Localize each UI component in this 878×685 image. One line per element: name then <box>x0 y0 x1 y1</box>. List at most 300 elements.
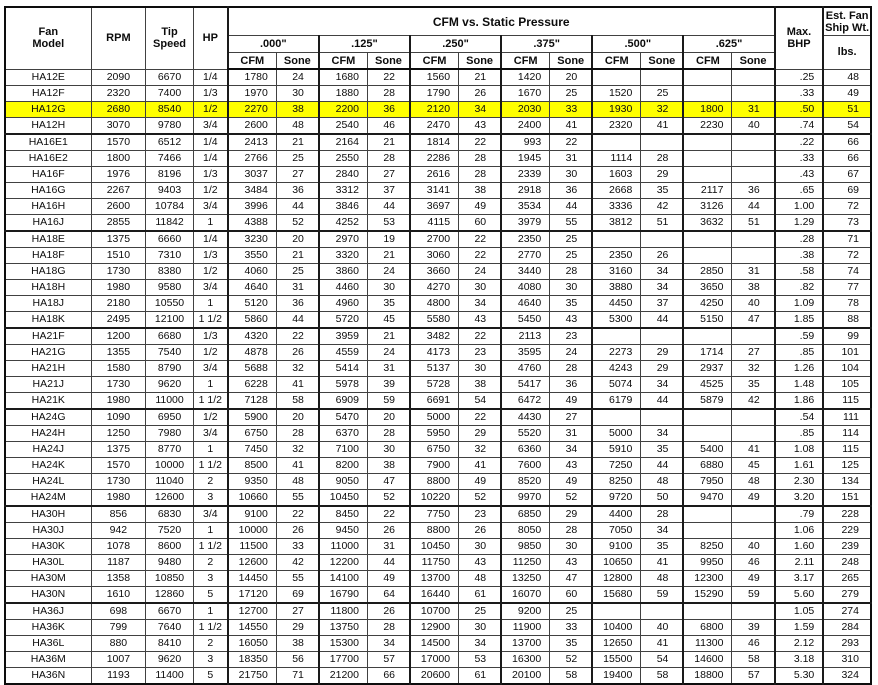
cell-max-bhp: 1.29 <box>775 215 824 232</box>
table-row <box>5 426 871 442</box>
cell-sone-250: 22 <box>459 248 502 264</box>
cell-hp: 1/2 <box>193 102 227 118</box>
cell-fan-model: HA21G <box>5 345 91 361</box>
cell-cfm-375: 5520 <box>501 426 550 442</box>
cell-cfm-625: 5879 <box>683 393 732 410</box>
cell-fan-model: HA21F <box>5 328 91 345</box>
cell-max-bhp: .79 <box>775 506 824 523</box>
cell-ship-wt: 114 <box>823 426 871 442</box>
cell-sone-625: 44 <box>732 199 775 215</box>
cell-cfm-250: 6750 <box>410 442 459 458</box>
cell-sone-000: 36 <box>276 183 319 199</box>
cell-cfm-125: 2970 <box>319 231 368 248</box>
cell-hp: 1/4 <box>193 151 227 167</box>
table-row <box>5 134 871 151</box>
cell-fan-model: HA16H <box>5 199 91 215</box>
cell-ship-wt: 71 <box>823 231 871 248</box>
cell-cfm-375: 13700 <box>501 636 550 652</box>
cell-sone-625 <box>732 231 775 248</box>
cell-sone-375: 30 <box>550 539 593 555</box>
cell-cfm-125: 8450 <box>319 506 368 523</box>
table-row <box>5 69 871 86</box>
cell-cfm-625: 11300 <box>683 636 732 652</box>
cell-ship-wt: 105 <box>823 377 871 393</box>
cell-cfm-625: 4525 <box>683 377 732 393</box>
cell-cfm-375: 11900 <box>501 620 550 636</box>
cell-sone-625: 40 <box>732 296 775 312</box>
cell-sone-500: 58 <box>641 668 684 685</box>
cell-sone-375: 28 <box>550 523 593 539</box>
cell-cfm-125: 13750 <box>319 620 368 636</box>
cell-sone-500: 35 <box>641 442 684 458</box>
cell-sone-500: 28 <box>641 151 684 167</box>
cell-cfm-125: 15300 <box>319 636 368 652</box>
cell-fan-model: HA24L <box>5 474 91 490</box>
cell-sone-500: 44 <box>641 458 684 474</box>
cell-rpm: 2267 <box>91 183 146 199</box>
cell-tip-speed: 6680 <box>146 328 194 345</box>
cell-sone-375: 27 <box>550 409 593 426</box>
cell-cfm-125: 9450 <box>319 523 368 539</box>
cell-ship-wt: 111 <box>823 409 871 426</box>
table-row <box>5 539 871 555</box>
cell-cfm-250: 4173 <box>410 345 459 361</box>
cell-cfm-250: 6691 <box>410 393 459 410</box>
cell-cfm-000: 16050 <box>228 636 277 652</box>
table-row <box>5 442 871 458</box>
cell-cfm-500: 12650 <box>592 636 641 652</box>
cell-fan-model: HA16F <box>5 167 91 183</box>
cell-max-bhp: 1.05 <box>775 603 824 620</box>
cell-cfm-250: 3060 <box>410 248 459 264</box>
cell-fan-model: HA24M <box>5 490 91 507</box>
table-row <box>5 652 871 668</box>
cell-max-bhp: .33 <box>775 86 824 102</box>
cell-tip-speed: 6512 <box>146 134 194 151</box>
cell-ship-wt: 78 <box>823 296 871 312</box>
cell-cfm-500: 19400 <box>592 668 641 685</box>
cell-fan-model: HA24G <box>5 409 91 426</box>
cell-fan-model: HA30N <box>5 587 91 604</box>
cell-sone-375: 58 <box>550 668 593 685</box>
cell-sone-125: 35 <box>367 296 410 312</box>
cell-max-bhp: .59 <box>775 328 824 345</box>
cell-cfm-250: 4115 <box>410 215 459 232</box>
cell-sone-625: 51 <box>732 215 775 232</box>
cell-fan-model: HA21K <box>5 393 91 410</box>
cell-sone-625: 46 <box>732 555 775 571</box>
header-lbs: lbs. <box>823 36 871 70</box>
header-cfm-250: CFM <box>410 53 459 70</box>
cell-cfm-500: 8250 <box>592 474 641 490</box>
cell-max-bhp: 1.48 <box>775 377 824 393</box>
cell-ship-wt: 48 <box>823 69 871 86</box>
cell-sone-250: 28 <box>459 151 502 167</box>
cell-rpm: 1200 <box>91 328 146 345</box>
cell-hp: 1/4 <box>193 231 227 248</box>
cell-sone-125: 49 <box>367 571 410 587</box>
cell-rpm: 698 <box>91 603 146 620</box>
cell-tip-speed: 8410 <box>146 636 194 652</box>
cell-sone-625 <box>732 523 775 539</box>
cell-sone-125: 27 <box>367 167 410 183</box>
cell-rpm: 1570 <box>91 458 146 474</box>
cell-max-bhp: 3.17 <box>775 571 824 587</box>
cell-sone-250: 38 <box>459 183 502 199</box>
cell-sone-125: 59 <box>367 393 410 410</box>
cell-cfm-625 <box>683 151 732 167</box>
cell-sone-625: 58 <box>732 652 775 668</box>
cell-tip-speed: 7980 <box>146 426 194 442</box>
cell-cfm-625: 6880 <box>683 458 732 474</box>
cell-sone-500 <box>641 603 684 620</box>
cell-ship-wt: 54 <box>823 118 871 135</box>
cell-sone-625 <box>732 86 775 102</box>
cell-tip-speed: 8790 <box>146 361 194 377</box>
cell-sone-125: 24 <box>367 345 410 361</box>
cell-fan-model: HA18H <box>5 280 91 296</box>
cell-tip-speed: 9620 <box>146 652 194 668</box>
cell-sone-625: 31 <box>732 102 775 118</box>
cell-sone-250: 30 <box>459 620 502 636</box>
cell-cfm-375: 8050 <box>501 523 550 539</box>
cell-hp: 2 <box>193 555 227 571</box>
table-row <box>5 523 871 539</box>
cell-ship-wt: 49 <box>823 86 871 102</box>
cell-cfm-125: 1680 <box>319 69 368 86</box>
cell-hp: 3/4 <box>193 361 227 377</box>
cell-cfm-125: 2550 <box>319 151 368 167</box>
cell-hp: 1 <box>193 523 227 539</box>
cell-sone-500: 32 <box>641 102 684 118</box>
cell-sone-500: 54 <box>641 652 684 668</box>
cell-tip-speed: 11000 <box>146 393 194 410</box>
cell-rpm: 1510 <box>91 248 146 264</box>
cell-fan-model: HA30H <box>5 506 91 523</box>
cell-ship-wt: 73 <box>823 215 871 232</box>
cell-hp: 3 <box>193 652 227 668</box>
cell-cfm-625 <box>683 167 732 183</box>
cell-cfm-250: 17000 <box>410 652 459 668</box>
cell-sone-625: 59 <box>732 587 775 604</box>
cell-cfm-625 <box>683 328 732 345</box>
cell-cfm-625: 1714 <box>683 345 732 361</box>
cell-cfm-375: 6472 <box>501 393 550 410</box>
cell-cfm-125: 11000 <box>319 539 368 555</box>
table-row <box>5 264 871 280</box>
cell-fan-model: HA36N <box>5 668 91 685</box>
cell-cfm-375: 16070 <box>501 587 550 604</box>
cell-rpm: 2320 <box>91 86 146 102</box>
cell-sone-125: 31 <box>367 539 410 555</box>
cell-cfm-625 <box>683 506 732 523</box>
cell-ship-wt: 324 <box>823 668 871 685</box>
cell-cfm-375: 3979 <box>501 215 550 232</box>
cell-cfm-250: 16440 <box>410 587 459 604</box>
cell-sone-125: 22 <box>367 506 410 523</box>
cell-sone-000: 44 <box>276 199 319 215</box>
cell-sone-250: 60 <box>459 215 502 232</box>
header-sone-375: Sone <box>550 53 593 70</box>
cell-max-bhp: .50 <box>775 102 824 118</box>
cell-fan-model: HA36J <box>5 603 91 620</box>
cell-sone-375: 24 <box>550 345 593 361</box>
cell-cfm-000: 3550 <box>228 248 277 264</box>
cell-sone-500: 29 <box>641 167 684 183</box>
cell-fan-model: HA16J <box>5 215 91 232</box>
cell-rpm: 1800 <box>91 151 146 167</box>
cell-cfm-375: 2400 <box>501 118 550 135</box>
cell-hp: 1 1/2 <box>193 458 227 474</box>
table-row <box>5 474 871 490</box>
cell-cfm-000: 10000 <box>228 523 277 539</box>
cell-sone-500 <box>641 328 684 345</box>
cell-max-bhp: .74 <box>775 118 824 135</box>
cell-tip-speed: 12860 <box>146 587 194 604</box>
cell-sone-625: 45 <box>732 458 775 474</box>
cell-cfm-625: 3126 <box>683 199 732 215</box>
cell-fan-model: HA18F <box>5 248 91 264</box>
cell-cfm-500: 10650 <box>592 555 641 571</box>
cell-hp: 1 1/2 <box>193 620 227 636</box>
cell-sone-125: 28 <box>367 426 410 442</box>
cell-sone-625: 38 <box>732 280 775 296</box>
cell-cfm-000: 3996 <box>228 199 277 215</box>
cell-cfm-125: 6909 <box>319 393 368 410</box>
cell-cfm-000: 11500 <box>228 539 277 555</box>
cell-sone-000: 55 <box>276 490 319 507</box>
cell-cfm-625 <box>683 523 732 539</box>
cell-cfm-625: 12300 <box>683 571 732 587</box>
table-row <box>5 393 871 410</box>
cell-cfm-125: 14100 <box>319 571 368 587</box>
cell-cfm-375: 6850 <box>501 506 550 523</box>
cell-tip-speed: 11842 <box>146 215 194 232</box>
cell-sone-500: 34 <box>641 523 684 539</box>
cell-max-bhp: .43 <box>775 167 824 183</box>
cell-max-bhp: 3.20 <box>775 490 824 507</box>
cell-sone-000: 20 <box>276 231 319 248</box>
cell-sone-500 <box>641 134 684 151</box>
cell-sone-500: 59 <box>641 587 684 604</box>
cell-cfm-000: 21750 <box>228 668 277 685</box>
table-row <box>5 458 871 474</box>
cell-hp: 1 <box>193 377 227 393</box>
cell-sone-125: 34 <box>367 636 410 652</box>
cell-hp: 2 <box>193 474 227 490</box>
cell-max-bhp: 1.08 <box>775 442 824 458</box>
cell-sone-375: 47 <box>550 571 593 587</box>
header-fan-model <box>5 7 91 69</box>
cell-cfm-375: 2030 <box>501 102 550 118</box>
cell-cfm-625: 18800 <box>683 668 732 685</box>
cell-sone-250: 21 <box>459 69 502 86</box>
cell-cfm-500 <box>592 69 641 86</box>
cell-cfm-625: 7950 <box>683 474 732 490</box>
cell-hp: 1 <box>193 442 227 458</box>
cell-sone-375: 49 <box>550 393 593 410</box>
cell-sone-500: 41 <box>641 555 684 571</box>
cell-cfm-375: 11250 <box>501 555 550 571</box>
cell-sone-000: 26 <box>276 523 319 539</box>
cell-cfm-000: 7450 <box>228 442 277 458</box>
cell-fan-model: HA21H <box>5 361 91 377</box>
cell-hp: 1/3 <box>193 86 227 102</box>
cell-sone-375: 55 <box>550 215 593 232</box>
cell-sone-125: 66 <box>367 668 410 685</box>
cell-tip-speed: 6660 <box>146 231 194 248</box>
table-row <box>5 636 871 652</box>
cell-sone-125: 44 <box>367 199 410 215</box>
cell-ship-wt: 151 <box>823 490 871 507</box>
cell-cfm-000: 14550 <box>228 620 277 636</box>
cell-cfm-500: 7050 <box>592 523 641 539</box>
cell-max-bhp: 1.60 <box>775 539 824 555</box>
cell-cfm-000: 5860 <box>228 312 277 329</box>
cell-cfm-500: 3880 <box>592 280 641 296</box>
cell-max-bhp: 1.26 <box>775 361 824 377</box>
cell-sone-250: 25 <box>459 603 502 620</box>
cell-max-bhp: .58 <box>775 264 824 280</box>
cell-sone-000: 38 <box>276 102 319 118</box>
cell-sone-000: 36 <box>276 296 319 312</box>
header-cfm-500: CFM <box>592 53 641 70</box>
cell-cfm-000: 5688 <box>228 361 277 377</box>
cell-cfm-000: 7128 <box>228 393 277 410</box>
cell-sone-625 <box>732 69 775 86</box>
cell-cfm-500: 9100 <box>592 539 641 555</box>
cell-fan-model: HA16E2 <box>5 151 91 167</box>
cell-sone-375: 60 <box>550 587 593 604</box>
cell-ship-wt: 229 <box>823 523 871 539</box>
cell-sone-000: 41 <box>276 377 319 393</box>
cell-sone-250: 54 <box>459 393 502 410</box>
cell-hp: 1/3 <box>193 328 227 345</box>
cell-sone-000: 48 <box>276 118 319 135</box>
cell-sone-000: 71 <box>276 668 319 685</box>
cell-cfm-375: 2770 <box>501 248 550 264</box>
cell-cfm-625: 9470 <box>683 490 732 507</box>
cell-tip-speed: 10000 <box>146 458 194 474</box>
cell-rpm: 2090 <box>91 69 146 86</box>
cell-cfm-250: 4270 <box>410 280 459 296</box>
cell-sone-250: 22 <box>459 409 502 426</box>
cell-sone-500 <box>641 231 684 248</box>
cell-ship-wt: 248 <box>823 555 871 571</box>
cell-cfm-000: 6750 <box>228 426 277 442</box>
cell-hp: 1/2 <box>193 264 227 280</box>
table-row <box>5 280 871 296</box>
cell-max-bhp: .38 <box>775 248 824 264</box>
cell-cfm-375: 4760 <box>501 361 550 377</box>
cell-sone-500: 50 <box>641 490 684 507</box>
header-pressure-125: .125" <box>319 36 410 53</box>
cell-ship-wt: 115 <box>823 442 871 458</box>
cell-cfm-625 <box>683 69 732 86</box>
cell-cfm-625: 1800 <box>683 102 732 118</box>
cell-sone-125: 30 <box>367 280 410 296</box>
cell-cfm-625: 14600 <box>683 652 732 668</box>
cell-tip-speed: 8196 <box>146 167 194 183</box>
cell-sone-125: 24 <box>367 264 410 280</box>
cell-cfm-250: 3660 <box>410 264 459 280</box>
cell-hp: 1/4 <box>193 134 227 151</box>
cell-sone-000: 28 <box>276 426 319 442</box>
cell-sone-500: 34 <box>641 377 684 393</box>
cell-hp: 3 <box>193 490 227 507</box>
cell-sone-250: 22 <box>459 231 502 248</box>
cell-sone-250: 34 <box>459 296 502 312</box>
cell-cfm-125: 10450 <box>319 490 368 507</box>
cell-fan-model: HA30J <box>5 523 91 539</box>
cell-cfm-500: 2273 <box>592 345 641 361</box>
cell-cfm-125: 2164 <box>319 134 368 151</box>
cell-cfm-000: 2600 <box>228 118 277 135</box>
cell-hp: 3/4 <box>193 118 227 135</box>
cell-sone-500: 28 <box>641 506 684 523</box>
cell-fan-model: HA18K <box>5 312 91 329</box>
cell-cfm-500 <box>592 409 641 426</box>
cell-cfm-500: 5910 <box>592 442 641 458</box>
header-max-bhp <box>775 7 824 69</box>
cell-cfm-375: 13250 <box>501 571 550 587</box>
cell-fan-model: HA21J <box>5 377 91 393</box>
cell-sone-250: 24 <box>459 264 502 280</box>
cell-fan-model: HA12E <box>5 69 91 86</box>
cell-sone-000: 25 <box>276 151 319 167</box>
cell-hp: 1/2 <box>193 183 227 199</box>
cell-cfm-375: 3440 <box>501 264 550 280</box>
table-row <box>5 587 871 604</box>
cell-sone-625: 49 <box>732 490 775 507</box>
cell-cfm-500: 10400 <box>592 620 641 636</box>
cell-cfm-000: 12600 <box>228 555 277 571</box>
cell-cfm-500: 1603 <box>592 167 641 183</box>
cell-sone-000: 20 <box>276 409 319 426</box>
cell-sone-375: 28 <box>550 361 593 377</box>
cell-sone-625: 32 <box>732 361 775 377</box>
cell-sone-250: 22 <box>459 328 502 345</box>
cell-max-bhp: 1.86 <box>775 393 824 410</box>
cell-sone-375: 52 <box>550 652 593 668</box>
cell-cfm-250: 7750 <box>410 506 459 523</box>
cell-sone-250: 38 <box>459 377 502 393</box>
cell-cfm-500 <box>592 134 641 151</box>
cell-sone-125: 36 <box>367 102 410 118</box>
cell-ship-wt: 284 <box>823 620 871 636</box>
cell-cfm-000: 4878 <box>228 345 277 361</box>
cell-hp: 1 <box>193 215 227 232</box>
cell-cfm-500: 3160 <box>592 264 641 280</box>
cell-tip-speed: 7310 <box>146 248 194 264</box>
cell-max-bhp: 2.12 <box>775 636 824 652</box>
cell-fan-model: HA16E1 <box>5 134 91 151</box>
cell-rpm: 2180 <box>91 296 146 312</box>
cell-sone-000: 32 <box>276 442 319 458</box>
cell-sone-250: 49 <box>459 474 502 490</box>
cell-cfm-500: 6179 <box>592 393 641 410</box>
cell-sone-375: 25 <box>550 231 593 248</box>
cell-rpm: 2600 <box>91 199 146 215</box>
cell-sone-375: 43 <box>550 458 593 474</box>
cell-sone-125: 20 <box>367 409 410 426</box>
cell-hp: 3/4 <box>193 506 227 523</box>
cell-ship-wt: 88 <box>823 312 871 329</box>
cell-tip-speed: 9780 <box>146 118 194 135</box>
cell-sone-000: 38 <box>276 636 319 652</box>
cell-cfm-500: 15680 <box>592 587 641 604</box>
cell-cfm-500: 1930 <box>592 102 641 118</box>
